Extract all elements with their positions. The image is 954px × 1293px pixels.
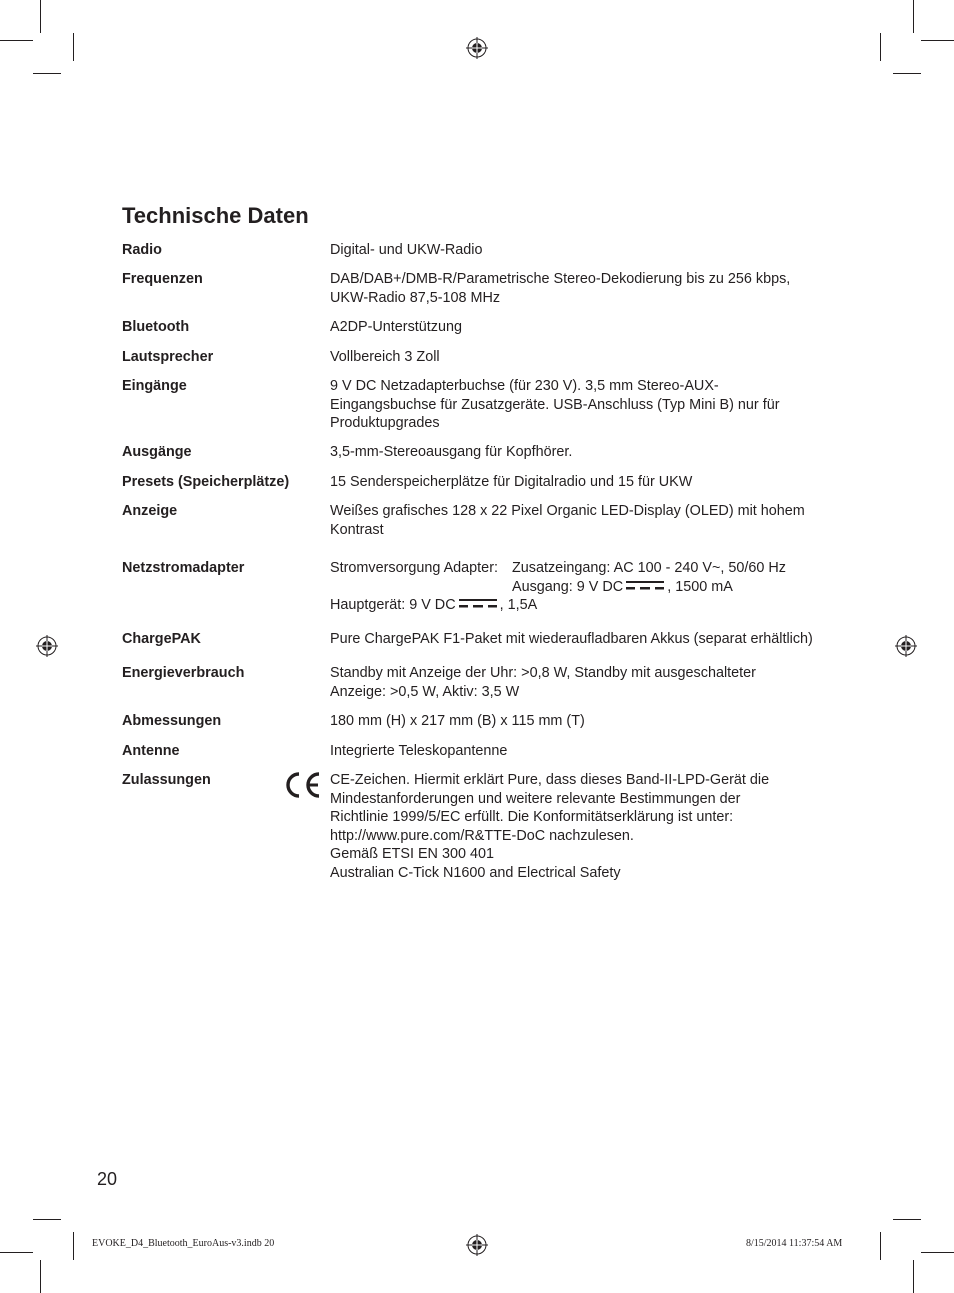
- spec-value-line: Kontrast: [330, 521, 384, 538]
- spec-value-line: Mindestanforderungen und weitere relevante Bestimmungen der: [330, 790, 741, 807]
- power-supply-label: Stromversorgung Adapter:: [330, 560, 498, 576]
- power-supply-output-prefix: Ausgang: 9 V DC: [512, 578, 624, 595]
- spec-label: Bluetooth: [122, 319, 190, 335]
- crop-mark: [33, 1219, 61, 1220]
- spec-value: Digital- und UKW-Radio: [330, 242, 483, 258]
- dc-symbol-icon: [459, 599, 497, 609]
- page-number: 20: [97, 1169, 118, 1189]
- spec-label: Netzstromadapter: [122, 560, 245, 576]
- spec-label: Energieverbrauch: [122, 665, 245, 681]
- spec-value: [330, 270, 830, 307]
- dc-symbol-icon: [626, 581, 664, 591]
- power-supply-output: [512, 578, 733, 597]
- spec-label: Zulassungen: [122, 772, 211, 788]
- crop-mark: [73, 1232, 74, 1260]
- spec-value-line: CE-Zeichen. Hiermit erklärt Pure, dass dieses Band-II-LPD-Gerät die: [330, 772, 770, 788]
- spec-label: Presets (Speicherplätze): [122, 474, 290, 490]
- spec-value: [330, 502, 830, 539]
- main-unit-suffix: , 1,5A: [499, 597, 538, 613]
- registration-mark-icon: [895, 635, 917, 657]
- spec-label: Ausgänge: [122, 444, 192, 460]
- spec-value: [330, 664, 830, 701]
- spec-value: [330, 377, 830, 433]
- spec-value-line: Produktupgrades: [330, 415, 440, 431]
- main-unit-prefix: Hauptgerät: 9 V DC: [330, 597, 456, 613]
- spec-value: Pure ChargePAK F1-Paket mit wiederaufladbaren Akkus (separat erhältlich): [330, 631, 813, 647]
- spec-value: 180 mm (H) x 217 mm (B) x 115 mm (T): [330, 713, 585, 729]
- registration-mark-icon: [466, 1234, 488, 1256]
- spec-value-line: Weißes grafisches 128 x 22 Pixel Organic LED-Display (OLED) mit hohem: [330, 503, 805, 519]
- spec-label: Antenne: [122, 743, 180, 759]
- power-supply-output-suffix: , 1500 mA: [667, 578, 733, 595]
- spec-value-line: Standby mit Anzeige der Uhr: >0,8 W, Standby mit ausgeschalteter: [330, 665, 756, 681]
- spec-value-line: 9 V DC Netzadapterbuchse (für 230 V). 3,5 mm Stereo-AUX-: [330, 378, 719, 394]
- spec-value-line: UKW-Radio 87,5-108 MHz: [330, 289, 501, 306]
- spec-value: 3,5-mm-Stereoausgang für Kopfhörer.: [330, 444, 573, 460]
- spec-value: 15 Senderspeicherplätze für Digitalradio und 15 für UKW: [330, 474, 693, 490]
- crop-mark: [33, 73, 61, 74]
- spec-value: A2DP-Unterstützung: [330, 319, 462, 335]
- registration-mark-icon: [466, 37, 488, 59]
- spec-value: Integrierte Teleskopantenne: [330, 743, 508, 759]
- power-supply-input: Zusatzeingang: AC 100 - 240 V~, 50/60 Hz: [512, 560, 786, 576]
- ce-mark-icon: [284, 771, 322, 799]
- crop-mark: [880, 1232, 881, 1260]
- spec-label: ChargePAK: [122, 631, 201, 647]
- footer-filename: EVOKE_D4_Bluetooth_EuroAus-v3.indb 20: [92, 1238, 275, 1249]
- spec-value: [330, 771, 830, 882]
- spec-label: Abmessungen: [122, 713, 222, 729]
- spec-value-line: http://www.pure.com/R&TTE-DoC nachzulesen.: [330, 827, 634, 844]
- spec-value-line: Richtlinie 1999/5/EC erfüllt. Die Konformitätserklärung ist unter:: [330, 809, 734, 825]
- spec-label: Lautsprecher: [122, 349, 214, 365]
- crop-mark: [893, 73, 921, 74]
- crop-mark: [913, 0, 914, 33]
- power-supply-main-unit: [330, 596, 537, 615]
- crop-mark: [73, 33, 74, 61]
- spec-label: Radio: [122, 242, 162, 258]
- page-title: Technische Daten: [122, 203, 309, 228]
- crop-mark: [0, 40, 33, 41]
- crop-mark: [0, 1252, 33, 1253]
- crop-mark: [40, 0, 41, 33]
- crop-mark: [921, 40, 954, 41]
- spec-value-line: Anzeige: >0,5 W, Aktiv: 3,5 W: [330, 683, 520, 700]
- spec-label: Anzeige: [122, 503, 178, 519]
- crop-mark: [880, 33, 881, 61]
- crop-mark: [40, 1260, 41, 1293]
- spec-value-line: Eingangsbuchse für Zusatzgeräte. USB-Anschluss (Typ Mini B) nur für: [330, 396, 780, 413]
- spec-label: Frequenzen: [122, 271, 203, 287]
- spec-value: Vollbereich 3 Zoll: [330, 349, 440, 365]
- spec-value-line: DAB/DAB+/DMB-R/Parametrische Stereo-Dekodierung bis zu 256 kbps,: [330, 271, 791, 287]
- footer-timestamp: 8/15/2014 11:37:54 AM: [746, 1238, 843, 1249]
- spec-value-line: Gemäß ETSI EN 300 401: [330, 846, 494, 862]
- crop-mark: [913, 1260, 914, 1293]
- crop-mark: [893, 1219, 921, 1220]
- registration-mark-icon: [36, 635, 58, 657]
- spec-value-line: Australian C-Tick N1600 and Electrical Safety: [330, 864, 621, 881]
- spec-label: Eingänge: [122, 378, 187, 394]
- crop-mark: [921, 1252, 954, 1253]
